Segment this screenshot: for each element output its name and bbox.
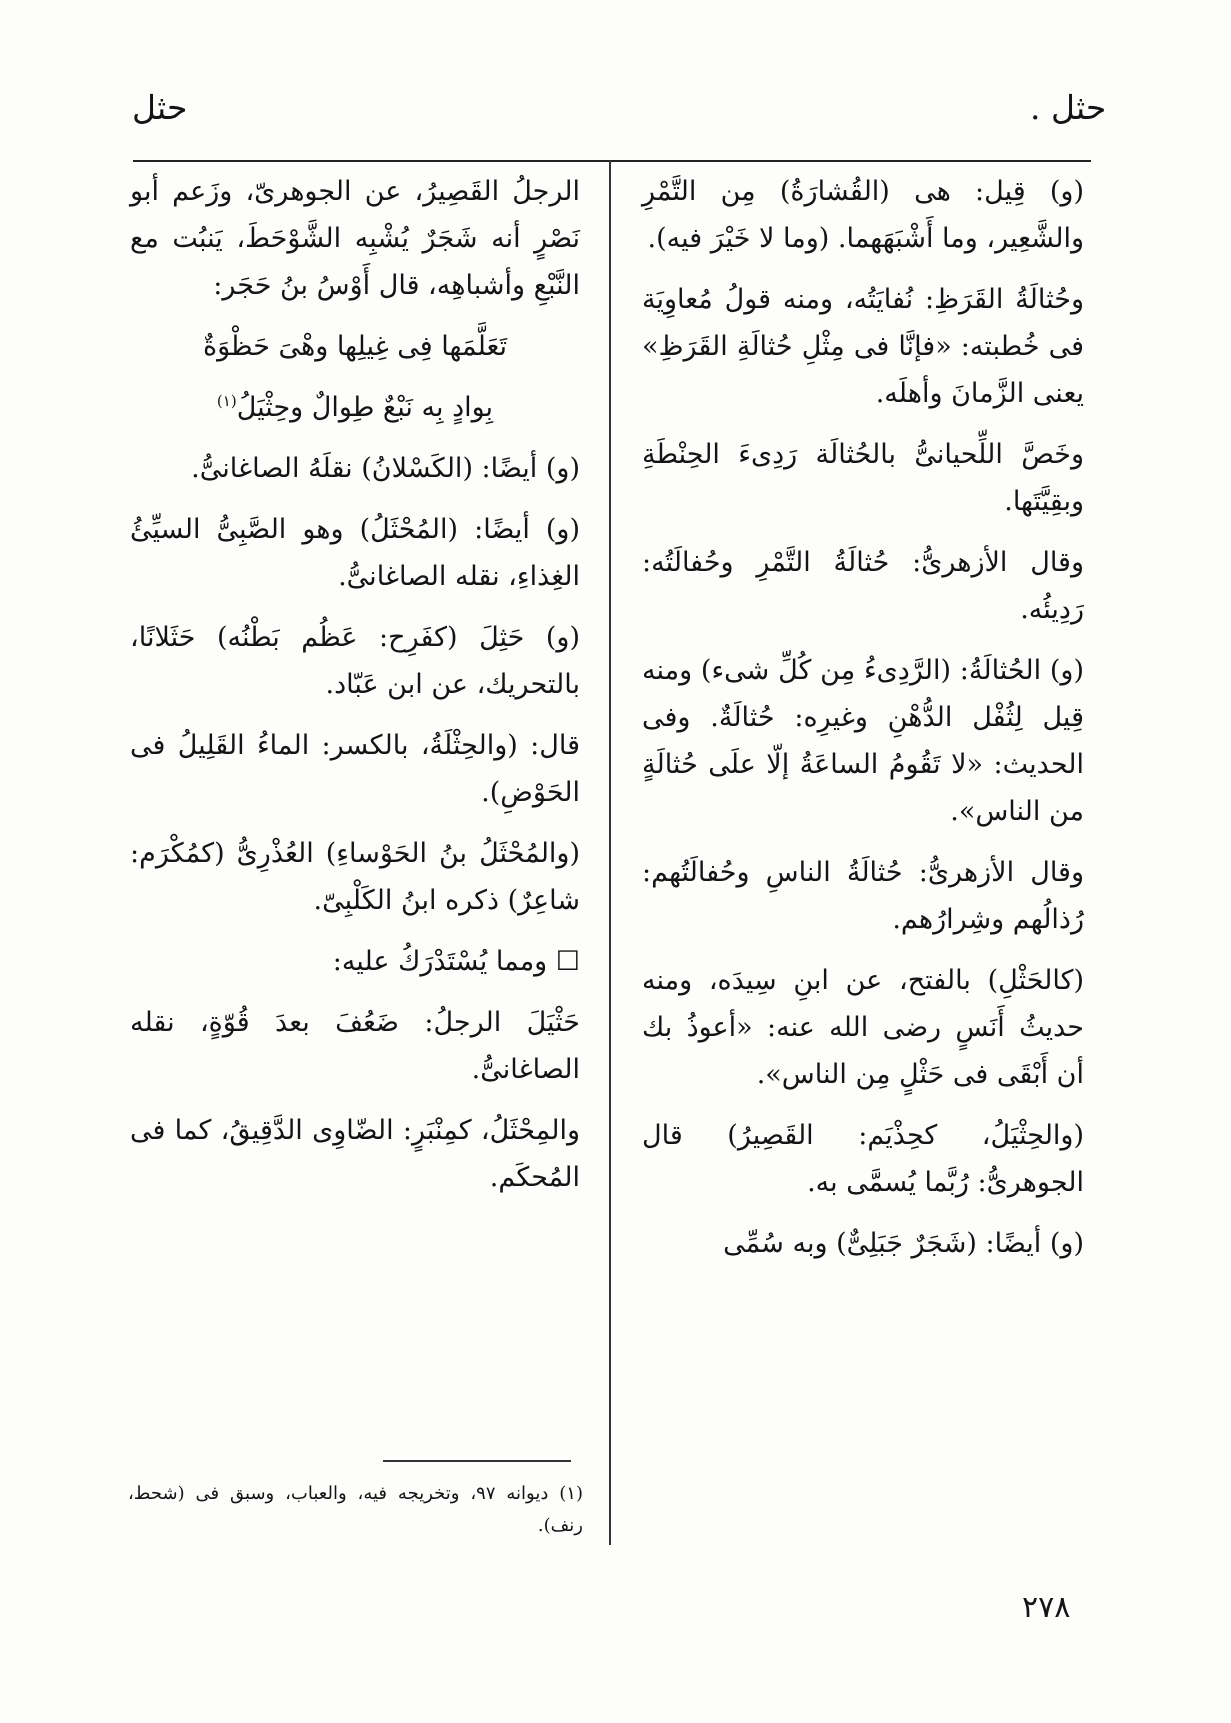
paragraph: وحُثالَةُ القَرَظِ: نُفايَتُه، ومنه قولُ مُعاوِيَة فى خُطبته: «فإنَّا فى مِثْلِ حُثالَةِ القَرَظِ» يعنى الزَّمانَ وأهلَه. — [642, 284, 1084, 409]
paragraph: (والمُحْثَلُ بنُ الحَوْساءِ) العُذْرِىُّ (كمُكْرَم: شاعِرٌ) ذكره ابنُ الكَلْبِىّ. — [130, 838, 580, 916]
footnote-rule — [383, 1460, 571, 1462]
verse-text: بِوادٍ بِه نَبْعٌ طِوالٌ وحِثْيَلُ — [236, 392, 494, 423]
paragraph: الرجلُ القَصِيرُ، عن الجوهرىّ، وزَعم أبو نَصْرٍ أنه شَجَرٌ يُشْبِه الشَّوْحَطَ، يَنبُت مع النَّبْعِ وأشباهِه، قال أَوْسُ بنُ حَجَر: — [130, 176, 580, 301]
right-column — [642, 168, 1084, 1281]
paragraph: وقال الأزهرىُّ: حُثالَةُ التَّمْرِ وحُفالَتُه: رَدِيئُه. — [642, 547, 1084, 625]
paragraph: والمِحْثَلُ، كمِنْبَرٍ: الضّاوِى الدَّقِيقُ، كما فى المُحكَم. — [130, 1115, 580, 1193]
footnote: (١) ديوانه ٩٧، وتخريجه فيه، والعباب، وسبق فى (شحط، رنف). — [128, 1483, 583, 1536]
paragraph: (و) الحُثالَةُ: (الرَّدِىءُ مِن كُلِّ شىء) ومنه قِيل لِثُفْل الدُّهْنِ وغيرِه: حُثالَةٌ. وفى الحديث: «لا تَقُومُ الساعَةُ إلّا علَى حُثالَةٍ من الناس». — [642, 655, 1084, 827]
header-right-word: حثل . — [1030, 88, 1107, 127]
paragraph: (و) قِيل: هى (القُشارَةُ) مِن التَّمْرِ والشَّعِير، وما أَشْبَهَهما. (وما لا خَيْرَ فيه). — [642, 176, 1084, 254]
paragraph: (والحِثْيَلُ، كحِذْيَم: القَصِيرُ) قال الجوهرىُّ: رُبَّما يُسمَّى به. — [642, 1120, 1084, 1198]
header-left-word: حثل — [132, 88, 188, 127]
verse-line-1: تَعَلَّمَها فِى غِيلِها وهْىَ حَظْوَةٌ — [202, 331, 508, 362]
paragraph: (كالحَثْلِ) بالفتح، عن ابنِ سِيدَه، ومنه حديثُ أَنَسٍ رضى الله عنه: «أعوذُ بك أن أَبْقَى فى حَثْلٍ مِن الناس». — [642, 965, 1084, 1090]
verse-line-2 — [130, 384, 580, 431]
paragraph: (و) أيضًا: (المُحْثَلُ) وهو الصَّبِىُّ السيِّئُ الغِذاءِ، نقله الصاغانىُّ. — [130, 514, 580, 592]
paragraph: (و) أيضًا: (الكَسْلانُ) نقلَهُ الصاغانىُّ. — [191, 453, 580, 484]
paragraph: قال: (والحِثْلَةُ، بالكسر: الماءُ القَلِيلُ فى الحَوْضِ). — [130, 730, 580, 808]
left-column — [130, 168, 580, 1215]
footnote-marker: (١) — [216, 392, 237, 410]
paragraph: حَثْيَلَ الرجلُ: ضَعُفَ بعدَ قُوّةٍ، نقله الصاغانىُّ. — [130, 1007, 580, 1085]
paragraph: (و) حَثِلَ (كفَرِح: عَظُم بَطْنُه) حَثَلانًا، بالتحريك، عن ابن عَبّاد. — [130, 622, 580, 700]
header-rule — [133, 160, 1091, 162]
page-number: ٢٧٨ — [1022, 1590, 1071, 1625]
paragraph: وخَصَّ اللِّحيانىُّ بالحُثالَة رَدِىءَ الحِنْطَةِ وبقِيَّتَها. — [642, 439, 1084, 517]
column-divider — [609, 160, 611, 1545]
section-marker: ☐ ومما يُسْتَدْرَكُ عليه: — [332, 946, 580, 977]
paragraph: (و) أيضًا: (شَجَرٌ جَبَلِىٌّ) وبه سُمِّى — [723, 1228, 1084, 1259]
paragraph: وقال الأزهرىُّ: حُثالَةُ الناسِ وحُفالَتُهم: رُذالُهم وشِرارُهم. — [642, 857, 1084, 935]
